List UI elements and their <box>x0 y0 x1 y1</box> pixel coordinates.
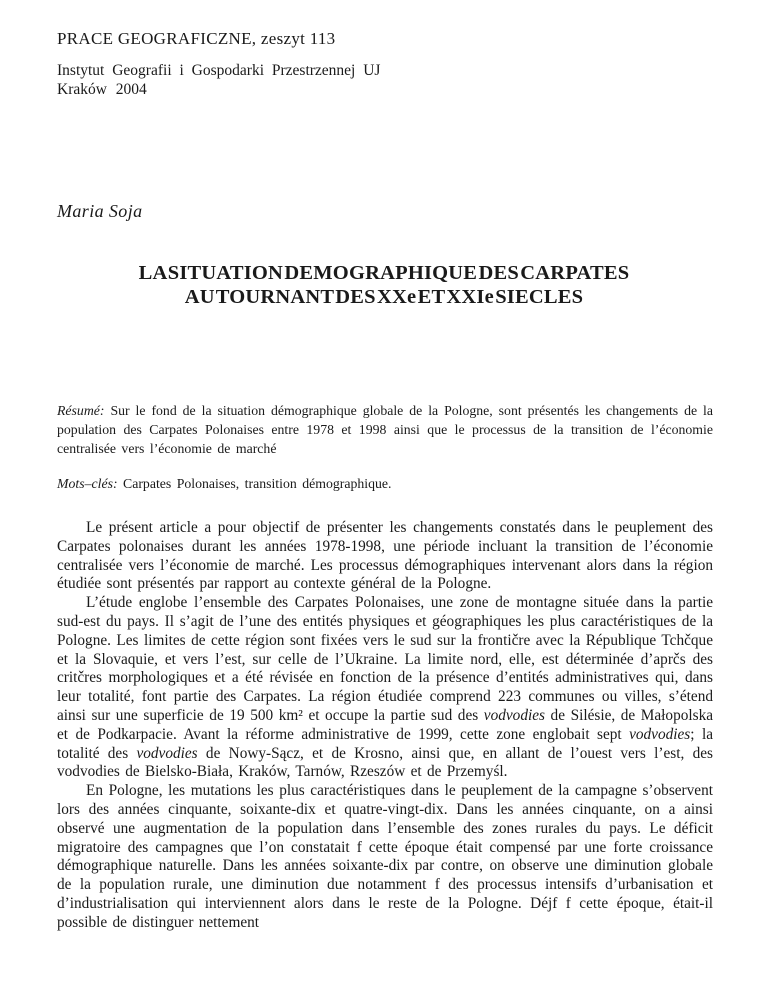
author-name: Maria Soja <box>57 201 143 221</box>
text-run: Le présent article a pour objectif de présenter les changements constatés dans le peuplement des Carpates polonaises durant les années 1978-1998, une période incluant la transition de l’économie centralisée vers l’économie de marché. Les processus démographiques intervenant alors dans la région étudiée sont présentés par rapport au contexte général de la Pologne. <box>57 519 713 593</box>
institute-name: Instytut Geografii i Gospodarki Przestrzennej UJ <box>57 62 381 79</box>
keywords-label: Mots–clés: <box>57 476 118 491</box>
keywords-text: Carpates Polonaises, transition démographique. <box>123 476 392 491</box>
abstract-section <box>57 402 713 458</box>
abstract-label: Résumé: <box>57 403 105 418</box>
text-run: de Nowy-Sącz, et de Krosno, ainsi que, en allant de l’ouest vers l’est, des vodvodies de Bielsko-Biała, Kraków, Tarnów, Rzeszów et de Przemyśl. <box>57 744 713 781</box>
text-run: ; la totalité des <box>57 725 713 762</box>
italic-term-vodvodies: vodvodies <box>136 744 198 762</box>
italic-term-vodvodies: vodvodies <box>629 725 691 743</box>
article-title <box>30 261 738 309</box>
body-paragraph-3 <box>57 782 713 932</box>
place-and-year: Kraków 2004 <box>57 81 147 98</box>
journal-header <box>57 30 380 99</box>
italic-term-vodvodies: vodvodies <box>483 706 545 724</box>
text-run: En Pologne, les mutations les plus caractéristiques dans le peuplement de la campagne s’observent lors des années cinquante, soixante-dix et quatre-vingt-dix. Dans les années cinquante, on a ainsi observé une augmentation de la population dans l’ensemble des zones rurales du pays. Le déficit migratoire des campagnes que l’on constatait f cette époque était compensé par une forte croissance démographique naturelle. Dans les années soixante-dix par contre, on observe une diminution globale de la population rurale, une diminution due notamment f des processus intensifs d’urbanisation et d’industrialisation qui interviennent alors dans le reste de la Pologne. Déjf f cette époque, était-il possible de distinguer nettement <box>57 782 713 931</box>
article-body <box>57 519 713 933</box>
body-paragraph-1 <box>57 519 713 594</box>
journal-series-title: PRACE GEOGRAFICZNE, zeszyt 113 <box>57 29 336 48</box>
article-title-line2: AU TOURNANT DES XXe ET XXIe SIECLES <box>184 286 584 308</box>
article-title-line1: LA SITUATION DEMOGRAPHIQUE DES CARPATES <box>138 262 630 284</box>
abstract-text: Sur le fond de la situation démographique globale de la Pologne, sont présentés les changements de la population des Carpates Polonaises entre 1978 et 1998 ainsi que le processus de la transition de l’économie centralisée vers l’économie de marché <box>57 403 714 456</box>
body-paragraph-2 <box>57 594 713 782</box>
text-run: L’étude englobe l’ensemble des Carpates Polonaises, une zone de montagne située dans la partie sud-est du pays. Il s’agit de l’une des entités physiques et géographiques les plus caractéristiques de la Pologne. Les limites de cette région sont fixées vers le sud sur la frontičre avec la République Tchčque et la Slovaquie, et vers l’est, sur celle de l’Ukraine. La limite nord, elle, est déterminée d’aprčs des critčres morphologiques et a été révisée en fonction de la présence d’entités administratives qui, dans leur totalité, font partie des Carpates. La région étudiée comprend 223 communes ou villes, s’étend ainsi sur une superficie de 19 500 km² et occupe la partie sud des <box>57 594 713 724</box>
text-run: de Silésie, de Małopolska et de Podkarpacie. Avant la réforme administrative de 1999, cette zone englobait sept <box>57 706 714 743</box>
keywords-section <box>57 475 713 494</box>
